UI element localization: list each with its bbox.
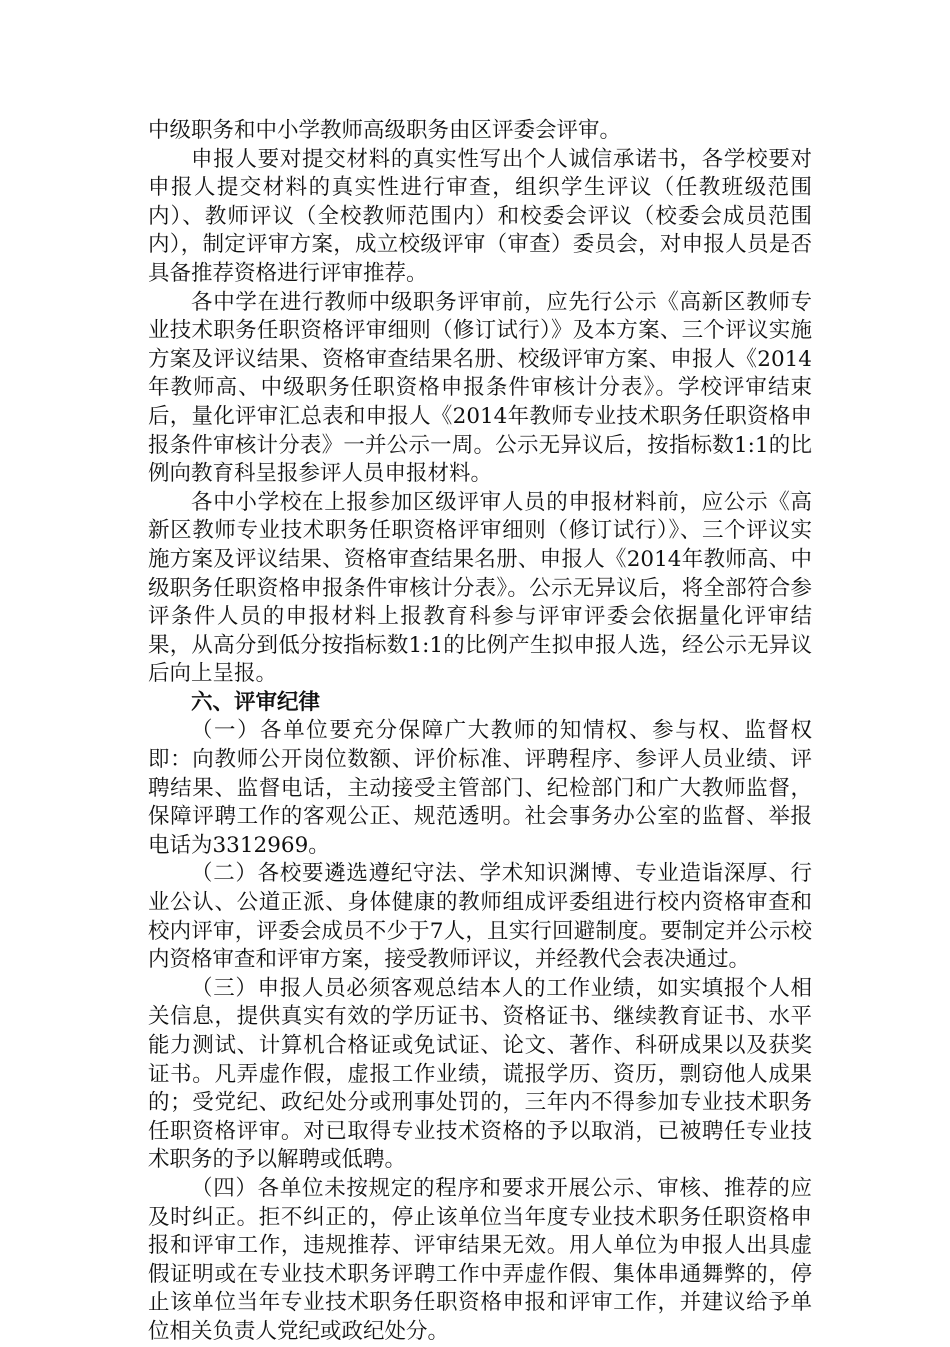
paragraph-middle-school-publicity: 各中学在进行教师中级职务评审前，应先行公示《高新区教师专业技术职务任职资格评审细则（修订试行）》及本方案、三个评议实施方案及评议结果、资格审查结果名册、校级评审方案、申报人《2014年教师高、中级职务任职资格申报条件审核计分表》。学校评审结束后，量化评审汇总表和申报人《2014年教师专业技术职务任职资格申报条件审核计分表》一并公示一周。公示无异议后，按指标数1:1的比例向教育科呈报参评人员申报材料。 (148, 289, 812, 487)
section-heading-review-discipline: 六、评审纪律 (191, 689, 321, 715)
clause-1: （一）各单位要充分保障广大教师的知情权、参与权、监督权即：向教师公开岗位数额、评价标准、评聘程序、参评人员业绩、评聘结果、监督电话，主动接受主管部门、纪检部门和广大教师监督，保障评聘工作的客观公正、规范透明。社会事务办公室的监督、举报电话为3312969。 (148, 718, 812, 858)
paragraph-applicant-commitment: 申报人要对提交材料的真实性写出个人诚信承诺书，各学校要对申报人提交材料的真实性进行审查，组织学生评议（任教班级范围内）、教师评议（全校教师范围内）和校委会评议（校委会成员范围内），制定评审方案，成立校级评审（审查）委员会，对申报人员是否具备推荐资格进行评审推荐。 (148, 146, 812, 286)
clause-4: （四）各单位未按规定的程序和要求开展公示、审核、推荐的应及时纠正。拒不纠正的，停止该单位当年度专业技术职务任职资格申报和评审工作，违规推荐、评审结果无效。用人单位为申报人出具虚假证明或在专业技术职务评聘工作中弄虚作假、集体串通舞弊的，停止该单位当年专业技术职务任职资格申报和评审工作，并建议给予单位相关负责人党纪或政纪处分。 (148, 1175, 812, 1344)
document-page (148, 117, 812, 1347)
paragraph-continuation: 中级职务和中小学教师高级职务由区评委会评审。 (148, 118, 622, 143)
paragraph-district-review-publicity: 各中小学校在上报参加区级评审人员的申报材料前，应公示《高新区教师专业技术职务任职资格评审细则（修订试行）》、三个评议实施方案及评议结果、资格审查结果名册、申报人《2014年教师高、中级职务任职资格申报条件审核计分表》。公示无异议后，将全部符合参评条件人员的申报材料上报教育科参与评审评委会依据量化评审结果，从高分到低分按指标数1:1的比例产生拟申报人选，经公示无异议后向上呈报。 (148, 489, 813, 687)
clause-2: （二）各校要遴选遵纪守法、学术知识渊博、专业造诣深厚、行业公认、公道正派、身体健康的教师组成评委组进行校内资格审查和校内评审，评委会成员不少于7人，且实行回避制度。要制定并公示校内资格审查和评审方案，接受教师评议，并经教代会表决通过。 (148, 861, 812, 973)
clause-3: （三）申报人员必须客观总结本人的工作业绩，如实填报个人相关信息，提供真实有效的学历证书、资格证书、继续教育证书、水平能力测试、计算机合格证或免试证、论文、著作、科研成果以及获奖证书。凡弄虚作假，虚报工作业绩，谎报学历、资历，剽窃他人成果的；受党纪、政纪处分或刑事处罚的，三年内不得参加专业技术职务任职资格评审。对已取得专业技术资格的予以取消，已被聘任专业技术职务的予以解聘或低聘。 (148, 975, 812, 1173)
